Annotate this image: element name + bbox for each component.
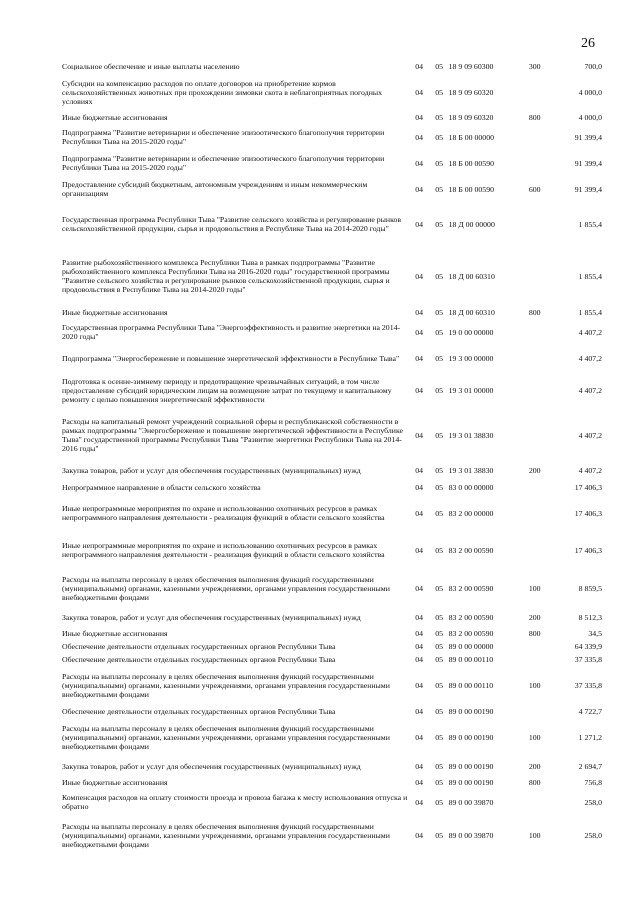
row-expense-type <box>522 246 547 306</box>
budget-table <box>62 59 602 855</box>
row-expense-type <box>522 479 547 495</box>
row-target-article: 89 0 00 00190 <box>448 778 494 787</box>
row-name: Закупка товаров, работ и услуг для обеспечения государственных (муниципальных) нужд <box>62 761 361 771</box>
row-target-article: 18 9 09 60320 <box>448 88 494 97</box>
row-expense-type <box>522 202 547 246</box>
row-amount: 91 399,4 <box>574 158 602 168</box>
row-section: 04 <box>415 113 424 122</box>
table-row <box>62 319 602 345</box>
row-name: Расходы на выплаты персоналу в целях обеспечения выполнения функций государственными (муниципальными) органами, казенными учреждениями, органами управления государственными внебюджетными фондами <box>62 821 390 849</box>
row-expense-type <box>522 319 547 345</box>
row-subsection: 05 <box>435 797 444 807</box>
table-row <box>62 789 602 815</box>
row-name: Обеспечение деятельности отдельных государственных органов Республики Тыва <box>62 655 336 664</box>
row-target-article: 19 3 01 38830 <box>448 465 494 475</box>
row-target-article: 89 0 00 00190 <box>448 706 494 716</box>
row-name: Социальное обеспечение и иные выплаты населению <box>62 62 240 71</box>
row-amount: 91 399,4 <box>574 132 602 142</box>
row-target-article: 83 0 00 00000 <box>448 482 494 492</box>
row-target-article: 19 3 01 38830 <box>448 430 494 440</box>
row-amount: 756,8 <box>584 778 602 787</box>
row-section: 04 <box>415 583 424 593</box>
row-amount: 4 407,2 <box>578 385 602 395</box>
row-target-article: 89 0 00 00190 <box>448 732 494 742</box>
row-expense-type: 200 <box>528 761 541 771</box>
row-amount: 37 335,8 <box>574 655 602 664</box>
row-subsection: 05 <box>435 158 444 168</box>
row-expense-type <box>522 150 547 176</box>
row-section: 04 <box>415 353 424 363</box>
row-amount: 1 855,4 <box>578 219 602 229</box>
table-row <box>62 776 602 789</box>
row-amount: 64 339,9 <box>574 642 602 651</box>
row-subsection: 05 <box>435 482 444 492</box>
row-expense-type <box>522 653 547 666</box>
row-expense-type: 100 <box>528 732 541 742</box>
table-row <box>62 345 602 371</box>
row-section: 04 <box>415 732 424 742</box>
row-section: 04 <box>415 430 424 440</box>
row-name: Субсидии на компенсацию расходов по оплате договоров на приобретение кормов сельскохозяйственных животных при прохождении зимовки скота в неблагоприятных погодных условиях <box>62 79 383 106</box>
row-section: 04 <box>415 482 424 492</box>
row-expense-type: 100 <box>528 583 541 593</box>
table-row <box>62 666 602 704</box>
table-row <box>62 718 602 756</box>
row-target-article: 89 0 00 00110 <box>448 680 494 690</box>
row-section: 04 <box>415 385 424 395</box>
row-expense-type <box>522 74 547 111</box>
row-name: Закупка товаров, работ и услуг для обеспечения государственных (муниципальных) нужд <box>62 465 361 475</box>
row-amount: 4 407,2 <box>578 353 602 363</box>
row-name: Государственная программа Республики Тыва "Энергоэффективность и развитие энергетики на 2014-2020 годы" <box>62 323 401 341</box>
row-section: 04 <box>415 655 424 664</box>
row-subsection: 05 <box>435 761 444 771</box>
table-row <box>62 607 602 627</box>
row-name: Обеспечение деятельности отдельных государственных органов Республики Тыва <box>62 642 336 651</box>
row-target-article: 18 Б 00 00000 <box>448 132 495 142</box>
row-amount: 4 000,0 <box>578 113 602 122</box>
row-name: Расходы на капитальный ремонт учреждений социальной сферы и республиканской собственности в рамках подпрограммы "Энергосбережение и повышение энергетической эффективности в Республике Тыва" государственной программы Республики Тыва "Развитие энергетики Республики Тыва на 2014-2016 годы" <box>62 417 404 453</box>
row-section: 04 <box>415 271 424 281</box>
row-target-article: 89 0 00 39870 <box>448 830 494 840</box>
table-row <box>62 531 602 569</box>
row-name: Подпрограмма "Энергосбережение и повышение энергетической эффективности в Республике Тыва" <box>62 353 400 363</box>
row-expense-type <box>522 531 547 569</box>
row-amount: 91 399,4 <box>574 184 602 194</box>
row-section: 04 <box>415 327 424 337</box>
row-subsection: 05 <box>435 113 444 122</box>
row-section: 04 <box>415 706 424 716</box>
row-name: Расходы на выплаты персоналу в целях обеспечения выполнения функций государственными (муниципальными) органами, казенными учреждениями, органами управления государственными внебюджетными фондами <box>62 574 390 602</box>
row-amount: 8 859,5 <box>578 583 602 593</box>
page-number: 26 <box>581 36 595 51</box>
row-amount: 37 335,8 <box>574 680 602 690</box>
row-subsection: 05 <box>435 612 444 622</box>
row-amount: 258,0 <box>584 797 602 807</box>
row-expense-type: 100 <box>528 830 541 840</box>
row-section: 04 <box>415 219 424 229</box>
table-row <box>62 59 602 74</box>
row-amount: 258,0 <box>584 830 602 840</box>
row-name: Подготовка к осенне-зимнему периоду и предотвращение чрезвычайных ситуаций, в том числе предоставление субсидий юридическим лицам на возмещение затрат по текущему и капитальному ремонту с целью повышения энергетической эффективности <box>62 376 392 404</box>
row-expense-type: 300 <box>528 62 541 71</box>
row-amount: 34,5 <box>588 629 602 638</box>
row-subsection: 05 <box>435 830 444 840</box>
row-amount: 17 406,3 <box>574 545 602 555</box>
row-target-article: 89 0 00 00000 <box>448 642 494 651</box>
row-expense-type: 800 <box>528 629 541 638</box>
row-section: 04 <box>415 778 424 787</box>
row-amount: 4 407,2 <box>578 327 602 337</box>
row-expense-type: 200 <box>528 465 541 475</box>
table-row <box>62 815 602 855</box>
row-expense-type <box>522 789 547 815</box>
row-section: 04 <box>415 680 424 690</box>
row-name: Развитие рыбохозяйственного комплекса Республики Тыва в рамках подпрограммы "Развитие рыбохозяйственного комплекса Республики Тыва на 2016-2020 годы" государственной программы "Развитие сельского хозяйства и регулирование рынков сельскохозяйственной продукции, сырья и продовольствия в Республике Тыва на 2014-2020 годы" <box>62 258 390 294</box>
row-amount: 700,0 <box>584 62 602 71</box>
row-amount: 8 512,3 <box>578 612 602 622</box>
row-amount: 4 722,7 <box>578 706 602 716</box>
row-section: 04 <box>415 158 424 168</box>
row-section: 04 <box>415 545 424 555</box>
row-subsection: 05 <box>435 583 444 593</box>
row-name: Обеспечение деятельности отдельных государственных органов Республики Тыва <box>62 706 336 716</box>
row-target-article: 83 2 00 00590 <box>448 612 494 622</box>
row-expense-type <box>522 704 547 718</box>
row-name: Непрограммное направление в области сельского хозяйства <box>62 482 261 492</box>
row-name: Иные бюджетные ассигнования <box>62 629 168 638</box>
row-name: Иные непрограммные мероприятия по охране и использованию охотничьих ресурсов в рамках непрограммного направления деятельности - реализация функций в области сельского хозяйства <box>62 541 385 559</box>
row-name: Предоставление субсидий бюджетным, автономным учреждениям и иным некоммерческим организациям <box>62 180 368 198</box>
row-section: 04 <box>415 308 424 317</box>
row-amount: 1 855,4 <box>578 308 602 317</box>
row-name: Компенсация расходов на оплату стоимости проезда и провоза багажа к месту использования отпуска и обратно <box>62 793 408 811</box>
row-subsection: 05 <box>435 642 444 651</box>
row-expense-type: 100 <box>528 680 541 690</box>
row-subsection: 05 <box>435 732 444 742</box>
row-target-article: 83 2 00 00590 <box>448 545 494 555</box>
row-target-article: 89 0 00 39870 <box>448 797 494 807</box>
row-target-article: 89 0 00 00190 <box>448 761 494 771</box>
row-section: 04 <box>415 132 424 142</box>
row-expense-type: 200 <box>528 612 541 622</box>
row-subsection: 05 <box>435 430 444 440</box>
row-subsection: 05 <box>435 308 444 317</box>
row-expense-type: 800 <box>528 308 541 317</box>
table-row <box>62 461 602 479</box>
row-section: 04 <box>415 761 424 771</box>
row-target-article: 18 9 09 60300 <box>448 62 494 71</box>
budget-table-body <box>62 59 602 855</box>
table-row <box>62 756 602 776</box>
row-expense-type <box>522 371 547 409</box>
row-target-article: 18 Б 00 00590 <box>448 184 495 194</box>
row-subsection: 05 <box>435 385 444 395</box>
table-row <box>62 124 602 150</box>
row-expense-type: 800 <box>528 778 541 787</box>
row-expense-type: 800 <box>528 113 541 122</box>
row-target-article: 18 Д 00 00000 <box>448 219 495 229</box>
row-section: 04 <box>415 62 424 71</box>
row-amount: 17 406,3 <box>574 482 602 492</box>
table-row <box>62 111 602 124</box>
row-name: Подпрограмма "Развитие ветеринарии и обеспечение эпизоотического благополучия территории Республики Тыва на 2015-2020 годы" <box>62 128 385 146</box>
row-expense-type <box>522 345 547 371</box>
row-section: 04 <box>415 797 424 807</box>
row-amount: 17 406,3 <box>574 508 602 518</box>
row-subsection: 05 <box>435 545 444 555</box>
row-subsection: 05 <box>435 132 444 142</box>
row-target-article: 19 3 01 00000 <box>448 385 494 395</box>
row-target-article: 83 2 00 00590 <box>448 629 494 638</box>
row-section: 04 <box>415 465 424 475</box>
row-name: Подпрограмма "Развитие ветеринарии и обеспечение эпизоотического благополучия территории Республики Тыва на 2015-2020 годы" <box>62 154 385 172</box>
table-row <box>62 74 602 111</box>
table-row <box>62 202 602 246</box>
row-expense-type <box>522 409 547 461</box>
table-row <box>62 653 602 666</box>
row-target-article: 18 Д 00 60310 <box>448 271 495 281</box>
row-subsection: 05 <box>435 465 444 475</box>
row-target-article: 19 0 00 00000 <box>448 327 494 337</box>
row-subsection: 05 <box>435 680 444 690</box>
row-section: 04 <box>415 830 424 840</box>
row-name: Закупка товаров, работ и услуг для обеспечения государственных (муниципальных) нужд <box>62 612 361 622</box>
row-subsection: 05 <box>435 706 444 716</box>
row-subsection: 05 <box>435 655 444 664</box>
row-amount: 1 271,2 <box>578 732 602 742</box>
table-row <box>62 150 602 176</box>
table-row <box>62 479 602 495</box>
row-name: Иные бюджетные ассигнования <box>62 113 168 122</box>
row-subsection: 05 <box>435 327 444 337</box>
table-row <box>62 246 602 306</box>
row-name: Государственная программа Республики Тыва "Развитие сельского хозяйства и регулирование рынков сельскохозяйственной продукции, сырья и продовольствия в Республике Тыва на 2014-2020 годы" <box>62 215 402 233</box>
row-expense-type <box>522 124 547 150</box>
row-target-article: 19 3 00 00000 <box>448 353 494 363</box>
row-subsection: 05 <box>435 219 444 229</box>
row-name: Иные непрограммные мероприятия по охране и использованию охотничьих ресурсов в рамках непрограммного направления деятельности - реализация функций в области сельского хозяйства <box>62 504 385 522</box>
table-row <box>62 704 602 718</box>
row-target-article: 18 Д 00 60310 <box>448 308 495 317</box>
row-subsection: 05 <box>435 184 444 194</box>
row-target-article: 83 2 00 00590 <box>448 583 494 593</box>
row-expense-type <box>522 640 547 653</box>
row-target-article: 89 0 00 00110 <box>448 655 494 664</box>
table-row <box>62 569 602 607</box>
row-section: 04 <box>415 508 424 518</box>
row-subsection: 05 <box>435 629 444 638</box>
row-subsection: 05 <box>435 778 444 787</box>
table-row <box>62 306 602 319</box>
table-row <box>62 176 602 202</box>
table-row <box>62 627 602 640</box>
table-row <box>62 371 602 409</box>
row-amount: 1 855,4 <box>578 271 602 281</box>
row-amount: 2 694,7 <box>578 761 602 771</box>
row-section: 04 <box>415 642 424 651</box>
row-subsection: 05 <box>435 271 444 281</box>
row-target-article: 18 9 09 60320 <box>448 113 494 122</box>
row-amount: 4 407,2 <box>578 465 602 475</box>
row-subsection: 05 <box>435 88 444 97</box>
row-section: 04 <box>415 88 424 97</box>
row-expense-type: 600 <box>528 184 541 194</box>
row-section: 04 <box>415 629 424 638</box>
row-name: Расходы на выплаты персоналу в целях обеспечения выполнения функций государственными (муниципальными) органами, казенными учреждениями, органами управления государственными внебюджетными фондами <box>62 723 390 751</box>
row-name: Иные бюджетные ассигнования <box>62 778 168 787</box>
row-amount: 4 407,2 <box>578 430 602 440</box>
row-section: 04 <box>415 612 424 622</box>
row-target-article: 18 Б 00 00590 <box>448 158 495 168</box>
table-row <box>62 640 602 653</box>
row-amount: 4 000,0 <box>578 88 602 97</box>
row-subsection: 05 <box>435 508 444 518</box>
row-subsection: 05 <box>435 62 444 71</box>
row-section: 04 <box>415 184 424 194</box>
row-name: Расходы на выплаты персоналу в целях обеспечения выполнения функций государственными (муниципальными) органами, казенными учреждениями, органами управления государственными внебюджетными фондами <box>62 671 390 699</box>
row-expense-type <box>522 495 547 531</box>
row-target-article: 83 2 00 00000 <box>448 508 494 518</box>
row-name: Иные бюджетные ассигнования <box>62 308 168 317</box>
table-row <box>62 409 602 461</box>
table-row <box>62 495 602 531</box>
row-subsection: 05 <box>435 353 444 363</box>
